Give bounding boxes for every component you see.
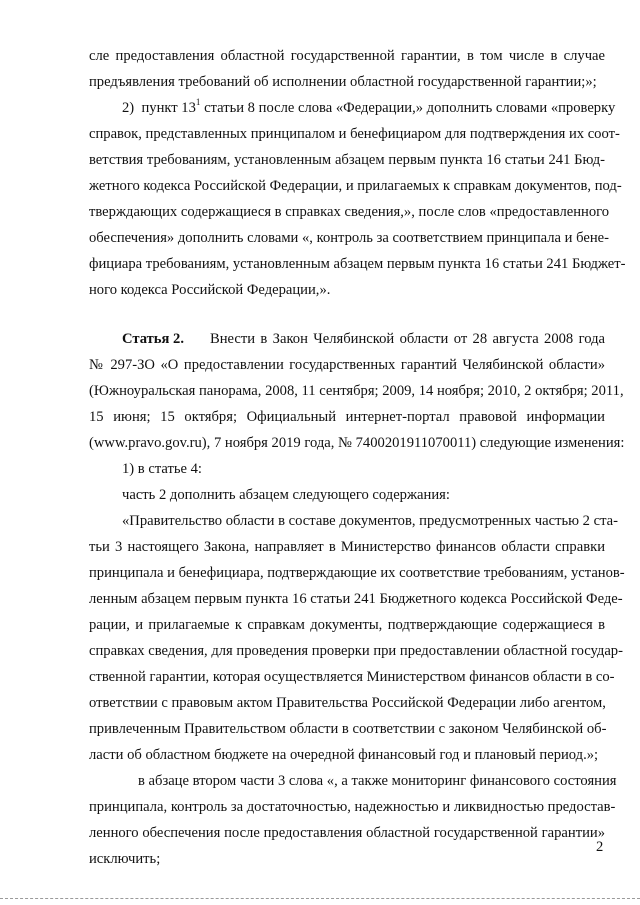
article-2-label: Статья 2. (122, 331, 184, 347)
paragraph-line: фициара требованиям, установленным абзацем первым пункта 16 статьи 241 Бюджет- (89, 256, 626, 272)
article-2-intro: Внести в Закон Челябинской области от 28 августа 2008 года (210, 331, 605, 347)
quoted-paragraph-line: ответствии с правовым актом Правительства Российской Федерации либо агентом, (89, 695, 606, 711)
paragraph-line: ного кодекса Российской Федерации,». (89, 282, 331, 298)
quoted-paragraph-line: ственной гарантии, которая осуществляется Министерством финансов области в со- (89, 669, 615, 685)
paragraph-line: часть 2 дополнить абзацем следующего содержания: (122, 487, 450, 503)
paragraph-line: жетного кодекса Российской Федерации, и прилагаемых к справкам документов, под- (89, 178, 622, 194)
paragraph-line: принципала, контроль за достаточностью, надежностью и ликвидностью предостав- (89, 799, 616, 815)
quoted-paragraph-line: ленным абзацем первым пункта 16 статьи 241 Бюджетного кодекса Российской Феде- (89, 591, 623, 607)
paragraph-line: справок, представленных принципалом и бенефициаром для подтверждения их соот- (89, 126, 620, 142)
item-2-superscript: 1 (195, 97, 201, 108)
quoted-paragraph-line: «Правительство области в составе документов, предусмотренных частью 2 ста- (122, 513, 618, 529)
item-2-number: 2) (122, 100, 135, 116)
paragraph-line: № 297-ЗО «О предоставлении государственных гарантий Челябинской области» (89, 357, 605, 373)
sub-item-line: 1) в статье 4: (122, 461, 202, 477)
quoted-paragraph-line: привлеченным Правительством области в соответствии с законом Челябинской об- (89, 721, 607, 737)
article-2-heading-line (122, 330, 605, 348)
paragraph-line: предъявления требований об исполнении областной государственной гарантии;»; (89, 74, 597, 90)
item-2-line (122, 97, 616, 117)
quoted-paragraph-line: справках сведения, для проведения проверки при предоставлении областной государ- (89, 643, 623, 659)
quoted-paragraph-line: ласти об областном бюджете на очередной финансовый год и плановый период.»; (89, 747, 599, 763)
paragraph-line: тверждающих содержащиеся в справках сведения,», после слов «предоставленного (89, 204, 610, 220)
paragraph-line: сле предоставления областной государственной гарантии, в том числе в случае (89, 48, 605, 64)
quoted-paragraph-line: принципала и бенефициара, подтверждающие их соответствие требованиям, установ- (89, 565, 625, 581)
bottom-dashed-divider (0, 898, 640, 899)
item-2-rest: статьи 8 после слова «Федерации,» дополнить словами «проверку (204, 100, 616, 116)
paragraph-line: ветствия требованиям, установленным абзацем первым пункта 16 статьи 241 Бюд- (89, 152, 605, 168)
paragraph-line: ленного обеспечения после предоставления областной государственной гарантии» (89, 825, 605, 841)
quoted-paragraph-line: тьи 3 настоящего Закона, направляет в Министерство финансов области справки (89, 539, 605, 555)
paragraph-line: исключить; (89, 851, 161, 867)
paragraph-line: обеспечения» дополнить словами «, контроль за соответствием принципала и бене- (89, 230, 609, 246)
page-number: 2 (596, 839, 604, 855)
item-2-point: пункт 13 (141, 100, 196, 116)
paragraph-line: (www.pravo.gov.ru), 7 ноября 2019 года, № 7400201911070011) следующие изменения: (89, 435, 625, 451)
paragraph-line: 15 июня; 15 октября; Официальный интернет-портал правовой информации (89, 409, 605, 425)
quoted-paragraph-line: рации, и прилагаемые к справкам документы, подтверждающие содержащиеся в (89, 617, 605, 633)
paragraph-line: в абзаце втором части 3 слова «, а также мониторинг финансового состояния (138, 773, 617, 789)
paragraph-line: (Южноуральская панорама, 2008, 11 сентября; 2009, 14 ноября; 2010, 2 октября; 2011, (89, 383, 624, 399)
